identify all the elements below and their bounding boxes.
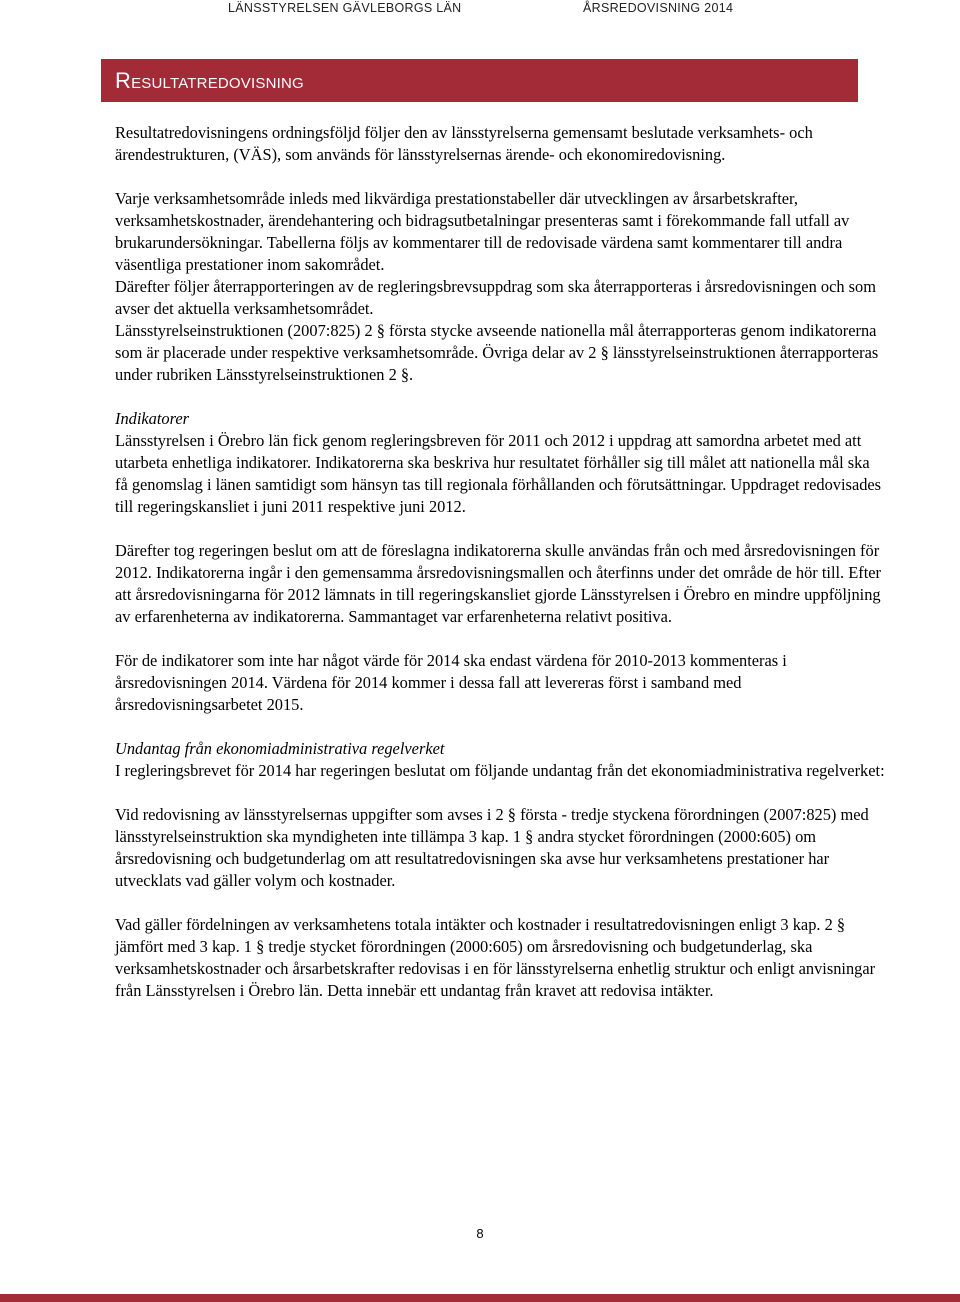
page-header bbox=[0, 0, 960, 22]
paragraph-indikatorer-3: För de indikatorer som inte har något värde för 2014 ska endast värdena för 2010-2013 kommenteras i årsredovisningen 2014. Värdena för 2014 kommer i dessa fall att levereras först i samband med årsredovisningsarbetet 2015. bbox=[115, 651, 787, 714]
paragraph-instruction: Länsstyrelseinstruktionen (2007:825) 2 § första stycke avseende nationella mål återrapporteras genom indikatorerna som är placerade under respektive verksamhetsområde. Övriga delar av 2 § länsstyrelseinstruktionen återrapporteras under rubriken Länsstyrelseinstruktionen 2 §. bbox=[115, 321, 879, 384]
paragraph-gap bbox=[115, 518, 885, 540]
paragraph-gap bbox=[115, 166, 885, 188]
paragraph-intro: Resultatredovisningens ordningsföljd följer den av länsstyrelserna gemensamt beslutade verksamhets- och ärendestrukturen, (VÄS), som används för länsstyrelsernas ärende- och ekonomiredovisning. bbox=[115, 123, 813, 164]
paragraph-gap bbox=[115, 782, 885, 804]
section-title-bar bbox=[101, 59, 858, 102]
header-organization: LÄNSSTYRELSEN GÄVLEBORGS LÄN bbox=[228, 1, 462, 15]
header-report-title: ÅRSREDOVISNING 2014 bbox=[583, 1, 734, 15]
paragraph-gap bbox=[115, 628, 885, 650]
paragraph-indikatorer-1: Länsstyrelsen i Örebro län fick genom regleringsbreven för 2011 och 2012 i uppdrag att samordna arbetet med att utarbeta enhetliga indikatorer. Indikatorerna ska beskriva hur resultatet förhåller sig till målet att nationella mål ska få genomslag i länen samtidigt som hänsyn tas till regionala förhållanden och förutsättningar. Uppdraget redovisades till regeringskansliet i juni 2011 respektive juni 2012. bbox=[115, 431, 882, 516]
section-title: Resultatredovisning bbox=[115, 67, 304, 93]
paragraph-undantag-2: Vid redovisning av länsstyrelsernas uppgifter som avses i 2 § första - tredje styckena förordningen (2007:825) med länsstyrelseinstruktion ska myndigheten inte tillämpa 3 kap. 1 § andra stycket förordningen (2000:605) om årsredovisning och budgetunderlag om att resultatredovisningen ska avse hur verksamhetens prestationer har utvecklats vad gäller volym och kostnader. bbox=[115, 805, 869, 890]
paragraph-gap bbox=[115, 386, 885, 408]
paragraph-structure: Varje verksamhetsområde inleds med likvärdiga prestationstabeller där utvecklingen av årsarbetskrafter, verksamhetskostnader, ärendehantering och bidragsutbetalningar presenteras samt i förekommande fall utfall av brukarundersökningar. Tabellerna följs av kommentarer till de redovisade värdena samt kommentarer till andra väsentliga prestationer inom sakområdet. bbox=[115, 189, 850, 274]
paragraph-undantag-1: I regleringsbrevet för 2014 har regeringen beslutat om följande undantag från det ekonomiadministrativa regelverket: bbox=[115, 761, 885, 780]
paragraph-gap bbox=[115, 892, 885, 914]
paragraph-undantag-3: Vad gäller fördelningen av verksamhetens totala intäkter och kostnader i resultatredovisningen enligt 3 kap. 2 § jämfört med 3 kap. 1 § tredje stycket förordningen (2000:605) om årsredovisning och budgetunderlag, ska verksamhetskostnader och årsarbetskrafter redovisas i en för länsstyrelserna enhetlig struktur och enligt anvisningar från Länsstyrelsen i Örebro län. Detta innebär ett undantag från kravet att redovisa intäkter. bbox=[115, 915, 876, 1000]
document-body bbox=[115, 122, 885, 1002]
subheading-undantag: Undantag från ekonomiadministrativa regelverket bbox=[115, 739, 445, 758]
paragraph-gap bbox=[115, 716, 885, 738]
footer-accent-bar bbox=[0, 1294, 960, 1302]
subheading-indikatorer: Indikatorer bbox=[115, 409, 190, 428]
paragraph-reporting: Därefter följer återrapporteringen av de regleringsbrevsuppdrag som ska återrapporteras i årsredovisningen och som avser det aktuella verksamhetsområdet. bbox=[115, 277, 876, 318]
page-number: 8 bbox=[476, 1226, 484, 1241]
paragraph-indikatorer-2: Därefter tog regeringen beslut om att de föreslagna indikatorerna skulle användas från och med årsredovisningen för 2012. Indikatorerna ingår i den gemensamma årsredovisningsmallen och återfinns under det område de hör till. Efter att årsredovisningarna för 2012 lämnats in till regeringskansliet gjorde Länsstyrelsen i Örebro en mindre uppföljning av erfarenheterna av indikatorerna. Sammantaget var erfarenheterna relativt positiva. bbox=[115, 541, 882, 626]
